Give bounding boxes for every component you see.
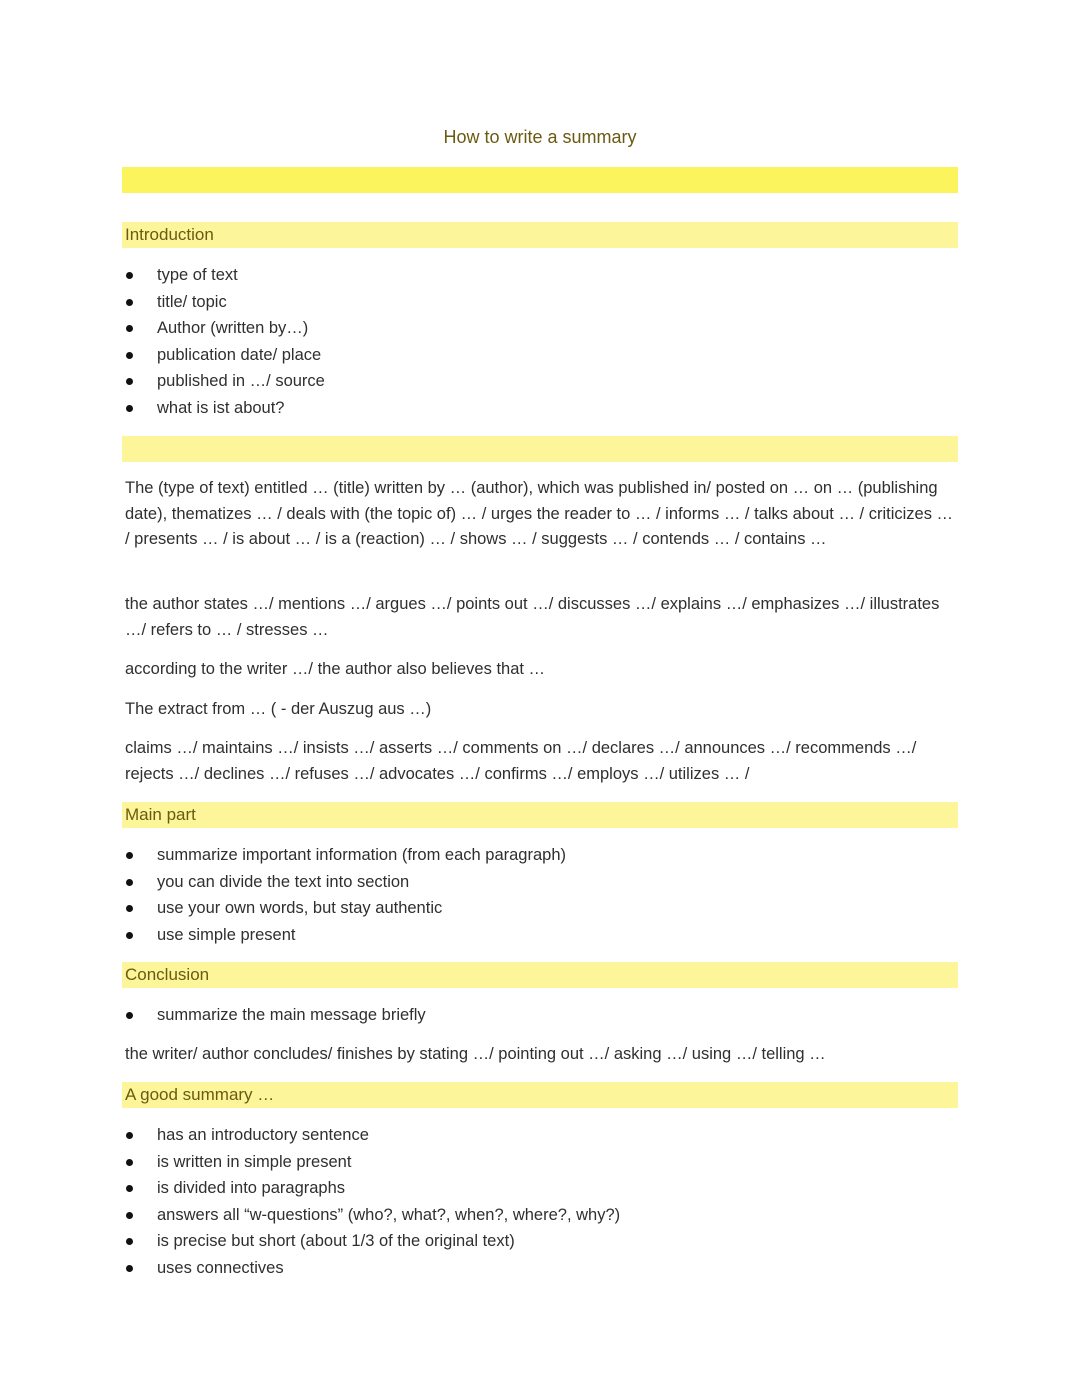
list-item: type of text — [125, 262, 325, 289]
main-part-list — [125, 842, 566, 948]
list-item: published in …/ source — [125, 368, 325, 395]
phrase-paragraph-author-verbs: the author states …/ mentions …/ argues …/ points out …/ discusses …/ explains …/ emphasizes …/ illustrates …/ refers to … / stresses … — [125, 595, 940, 639]
list-item: uses connectives — [125, 1255, 620, 1282]
conclusion-phrase: the writer/ author concludes/ finishes by stating …/ pointing out …/ asking …/ using …/ telling … — [125, 1045, 826, 1063]
section-heading-main-part: Main part — [122, 802, 958, 828]
list-item: what is ist about? — [125, 395, 325, 422]
list-item: has an introductory sentence — [125, 1122, 620, 1149]
list-item: is precise but short (about 1/3 of the original text) — [125, 1228, 620, 1255]
list-item: use your own words, but stay authentic — [125, 895, 566, 922]
section-heading-good-summary: A good summary … — [122, 1082, 958, 1108]
list-item: answers all “w-questions” (who?, what?, when?, where?, why?) — [125, 1202, 620, 1229]
list-item: is written in simple present — [125, 1149, 620, 1176]
good-summary-list — [125, 1122, 620, 1282]
list-item: summarize important information (from each paragraph) — [125, 842, 566, 869]
highlight-bar-phrases — [122, 436, 958, 462]
list-item: is divided into paragraphs — [125, 1175, 620, 1202]
section-heading-introduction: Introduction — [122, 222, 958, 248]
phrase-paragraph-verbs: claims …/ maintains …/ insists …/ asserts …/ comments on …/ declares …/ announces …/ recommends …/ rejects …/ declines …/ refuses …/ advocates …/ confirms …/ employs …/ utilizes … / — [125, 739, 917, 783]
list-item: use simple present — [125, 922, 566, 949]
page-title: How to write a summary — [443, 127, 637, 147]
phrase-paragraph-according: according to the writer …/ the author also believes that … — [125, 660, 546, 678]
list-item: publication date/ place — [125, 342, 325, 369]
list-item: summarize the main message briefly — [125, 1002, 426, 1029]
phrase-paragraph-extract: The extract from … ( - der Auszug aus …) — [125, 700, 432, 718]
list-item: Author (written by…) — [125, 315, 325, 342]
list-item: title/ topic — [125, 289, 325, 316]
introduction-list — [125, 262, 325, 422]
phrase-paragraph-introduction: The (type of text) entitled … (title) written by … (author), which was published in/ posted on … on … (publishing date), thematizes … / deals with (the topic of) … / urges the reader to … / informs … / talks about … / criticizes … / presents … / is about … / is a (reaction) … / shows … / suggests … / contends … / contains … — [125, 479, 954, 548]
highlight-bar-top — [122, 167, 958, 193]
section-heading-conclusion: Conclusion — [122, 962, 958, 988]
conclusion-list — [125, 1002, 426, 1029]
list-item: you can divide the text into section — [125, 869, 566, 896]
